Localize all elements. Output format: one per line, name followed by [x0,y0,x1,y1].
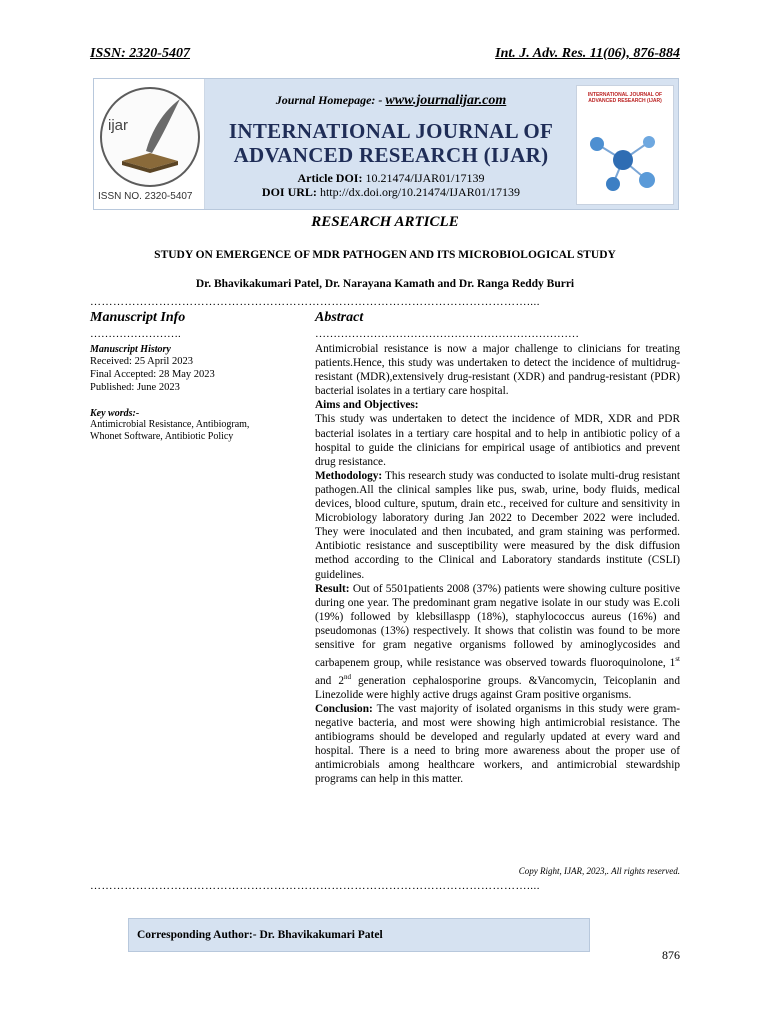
result-label: Result: [315,582,350,595]
aims-label: Aims and Objectives: [315,399,419,412]
corresponding-author-box: Corresponding Author:- Dr. Bhavikakumari Patel [128,918,590,952]
doi-url-label: DOI URL: [261,185,317,199]
divider-bottom: …………………………………………………………………………………………………….... [90,880,540,892]
logo-issn: ISSN NO. 2320-5407 [98,191,193,202]
keywords-line-1: Antimicrobial Resistance, Antibiogram, [90,419,250,430]
keywords-label: Key words:- [90,408,140,419]
doi-block [206,171,576,199]
methodology-label: Methodology: [315,469,383,482]
abstract-body [315,342,680,786]
journal-homepage [206,93,576,109]
logo-text: ijar [108,117,129,134]
keywords-line-2: Whonet Software, Antibiotic Policy [90,431,234,442]
journal-title-line-1: INTERNATIONAL JOURNAL OF [228,119,554,143]
doi-value: 10.21474/IJAR01/17139 [362,171,485,185]
manuscript-info-heading: Manuscript Info [90,310,186,325]
methodology-text: This research study was conducted to isolate multi-drug resistant pathogen.All the clinical samples like pus, swab, urine, body fluids, medical devices, blood culture, sputum, drain etc., received for culture and sensitivity in Microbiology laboratory during Jan 2022 to December 2022 were included. They were inoculated and then incubated, and gram staining was performed. Antibiotic resistance and susceptibility were measured by the disk diffusion method according to the Clinical and Laboratory standards institute (CSLI) guidelines. [315,469,680,581]
copyright-notice: Copy Right, IJAR, 2023,. All rights reserved. [518,866,680,876]
received-date: Received: 25 April 2023 [90,356,193,367]
running-header [90,46,680,62]
cover-title: INTERNATIONAL JOURNAL OF ADVANCED RESEARCH (IJAR) [587,92,663,104]
manuscript-divider: ……………………. [90,328,181,340]
doi-url-link[interactable]: http://dx.doi.org/10.21474/IJAR01/17139 [316,185,521,199]
article-page [90,0,680,1024]
journal-title [206,119,576,167]
abstract-divider: ……………………………………………………………… [315,328,579,340]
superscript-first: st [675,655,680,664]
journal-cover-thumbnail [576,85,674,205]
divider-top: …………………………………………………………………………………………………….... [90,296,540,308]
superscript-second: nd [343,672,351,681]
doi-label: Article DOI: [297,171,363,185]
article-type: RESEARCH ARTICLE [311,214,459,230]
accepted-date: Final Accepted: 28 May 2023 [90,369,215,380]
journal-banner [93,78,679,210]
article-title: STUDY ON EMERGENCE OF MDR PATHOGEN AND ITS MICROBIOLOGICAL STUDY [154,249,616,261]
issn-header: ISSN: 2320-5407 [90,46,190,61]
abstract-heading: Abstract [315,310,364,325]
article-authors: Dr. Bhavikakumari Patel, Dr. Narayana Kamath and Dr. Ranga Reddy Burri [195,278,575,290]
manuscript-history-label: Manuscript History [90,344,171,355]
journal-title-line-2: ADVANCED RESEARCH (IJAR) [233,143,549,167]
journal-logo [94,79,205,209]
conclusion-label: Conclusion: [315,702,373,715]
conclusion-text: The vast majority of isolated organisms in this study were gram-negative bacteria, and most were showing high antimicrobial resistance. The antibiograms should be developed and regularly updated at every ward and hospital. There is a need to bring more awareness about the proper use of antimicrobials among healthcare workers, and antimicrobial stewardship programs can help in this matter. [315,702,680,786]
molecule-icon [583,126,667,196]
banner-center [206,79,576,209]
published-date: Published: June 2023 [90,382,180,393]
result-and: and 2 [315,674,344,687]
result-text-a: Out of 5501patients 2008 (37%) patients were showing culture positive during one year. The predominant gram negative isolate in our study was E.coli (19%) followed by klebsillaspp (18%), staphylococcus aureus (16%) and pseudomonas (13%) respectively. It shows that colistin was found to be more sensitive for gram negative organisms followed by aminoglycosides and carbapenem group, while resistance was observed towards fluoroquinolone, 1 [315,582,680,669]
quill-book-icon [102,89,198,185]
logo-seal [100,87,200,187]
page-number: 876 [662,948,680,962]
abstract-intro: Antimicrobial resistance is now a major challenge to clinicians for treating patients.Hence, this study was undertaken to detect the incidence of multidrug-resistant (MDR),extensively drug-resistant (XDR) and pandrug-resistant (PDR) bacterial isolates in a tertiary care hospital. [315,343,680,398]
result-text-b: generation cephalosporine groups. &Vancomycin, Teicoplanin and Linezolide were highly active drugs against Gram positive organisms. [315,674,680,701]
homepage-link[interactable]: www.journalijar.com [385,93,507,108]
homepage-label: Journal Homepage: - [275,93,386,107]
citation-header: Int. J. Adv. Res. 11(06), 876-884 [495,46,680,61]
aims-text: This study was undertaken to detect the incidence of MDR, XDR and PDR bacterial isolates in a tertiary care hospital and to help in antibiotic policy of a hospital to guide the clinicians for empirical usage of antibiotics and prevent drug resistance. [315,413,680,468]
abstract-column [315,310,680,786]
manuscript-info-column [90,310,300,443]
